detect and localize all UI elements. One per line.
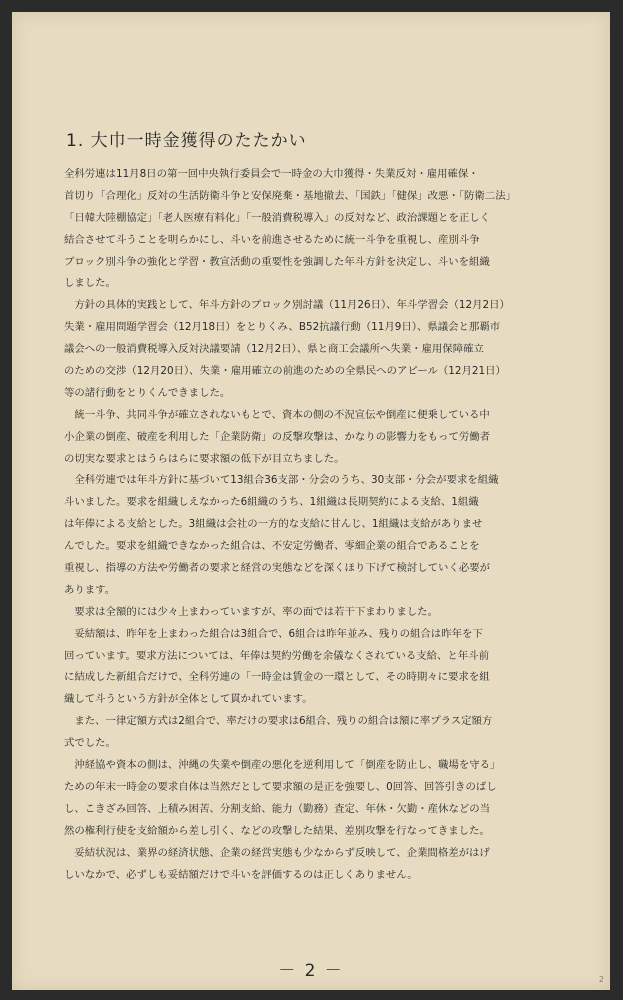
text-line: 回っています。要求方法については、年俸は契約労働を余儀なくされている支給、と年斗前 [64, 649, 489, 662]
text-line: しいなかで、必ずしも妥結額だけで斗いを評価するのは正しくありません。 [64, 868, 418, 881]
text-line: しました。 [64, 277, 116, 290]
text-line: 要求は全額的には少々上まわっていますが、率の面では若干下まわりました。 [64, 605, 438, 618]
text-line: 式でした。 [64, 737, 116, 750]
text-line: 妥結額は、昨年を上まわった組合は3組合で、6組合は昨年並み、残りの組合は昨年を下 [64, 627, 483, 640]
text-line: 妥結状況は、業界の経済状態、企業の経営実態も少なからず反映して、企業間格差がはげ [64, 846, 490, 859]
text-line: 斗いました。要求を組織しえなかった6組織のうち、1組織は長期契約による支給、1組織 [64, 496, 479, 509]
section-title: 1. 大巾一時金獲得のたたかい [66, 131, 307, 151]
text-line: 方針の具体的実践として、年斗方針のブロック別討議（11月26日）、年斗学習会（12月2日） [64, 299, 510, 312]
text-line: 沖経協や資本の側は、沖縄の失業や倒産の悪化を逆利用して「倒産を防止し、職場を守る」 [64, 759, 501, 772]
text-line: 然の権利行使を支給額から差し引く、などの攻撃した結果、差別攻撃を行なってきました。 [64, 824, 490, 837]
text-line: 等の諸行動をとりくんできました。 [64, 386, 231, 399]
text-line: んでした。要求を組織できなかった組合は、不安定労働者、零細企業の組合であることを [64, 540, 480, 553]
text-line: 議会への一般消費税導入反対決議要請（12月2日）、県と商工会議所へ失業・雇用保障確立 [64, 343, 484, 356]
text-line: 全科労連では年斗方針に基づいて13組合36支部・分会のうち、30支部・分会が要求を組織 [64, 474, 499, 487]
text-line: 全科労連は11月8日の第一回中央執行委員会で一時金の大巾獲得・失業反対・雇用確保・ [64, 168, 479, 180]
text-line: に結成した新組合だけで、全科労連の「一時金は賃金の一環として、その時期々に要求を組 [64, 671, 490, 684]
text-line: は年俸による支給とした。3組織は会社の一方的な支給に甘んじ、1組織は支給がありませ [64, 518, 483, 531]
corner-mark: 2 [598, 975, 604, 984]
text-line: 統一斗争、共同斗争が確立されないもとで、資本の側の不況宣伝や倒産に便乗している中 [64, 408, 490, 421]
text-line: あります。 [64, 583, 116, 596]
text-line: し、こきざみ回答、上積み困苦、分割支給、能力（勤務）査定、年休・欠勤・産休などの当 [64, 802, 491, 815]
body-text [64, 164, 574, 886]
text-line: また、一律定額方式は2組合で、率だけの要求は6組合、残りの組合は額に率プラス定額方 [64, 715, 493, 728]
text-line: 小企業の倒産、破産を利用した「企業防衛」の反撃攻撃は、かなりの影響力をもって労働者 [64, 430, 491, 443]
text-line: 織して斗うという方針が全体として貫かれています。 [64, 693, 313, 706]
text-line: 首切り「合理化」反対の生活防衛斗争と安保廃棄・基地撤去、「国鉄」「健保」改悪・「防衛二法」 [64, 189, 516, 202]
text-line: ための年末一時金の要求自体は当然だとして要求額の是正を強要し、0回答、回答引きのばし [64, 780, 497, 793]
text-line: 結合させて斗うことを明らかにし、斗いを前進させるために統一斗争を重視し、産別斗争 [64, 233, 480, 246]
text-line: ブロック別斗争の強化と学習・教宣活動の重要性を強調した年斗方針を決定し、斗いを組織 [64, 255, 490, 268]
text-line: 重視し、指導の方法や労働者の要求と経営の実態などを深くほり下げて検討していく必要が [64, 562, 491, 575]
text-line: の切実な要求とはうらはらに要求額の低下が目立ちました。 [64, 452, 345, 465]
document-page [12, 12, 610, 990]
page-number: － 2 － [278, 961, 344, 981]
text-line: 「日韓大陸棚協定」「老人医療有料化」「一般消費税導入」の反対など、政治課題とを正しく [64, 211, 491, 224]
text-line: 失業・雇用問題学習会（12月18日）をとりくみ、B52抗議行動（11月9日）、県議会と那覇市 [64, 321, 501, 334]
text-line: のための交渉（12月20日）、失業・雇用確立の前進のための全県民へのアピール（12月21日） [64, 365, 506, 378]
